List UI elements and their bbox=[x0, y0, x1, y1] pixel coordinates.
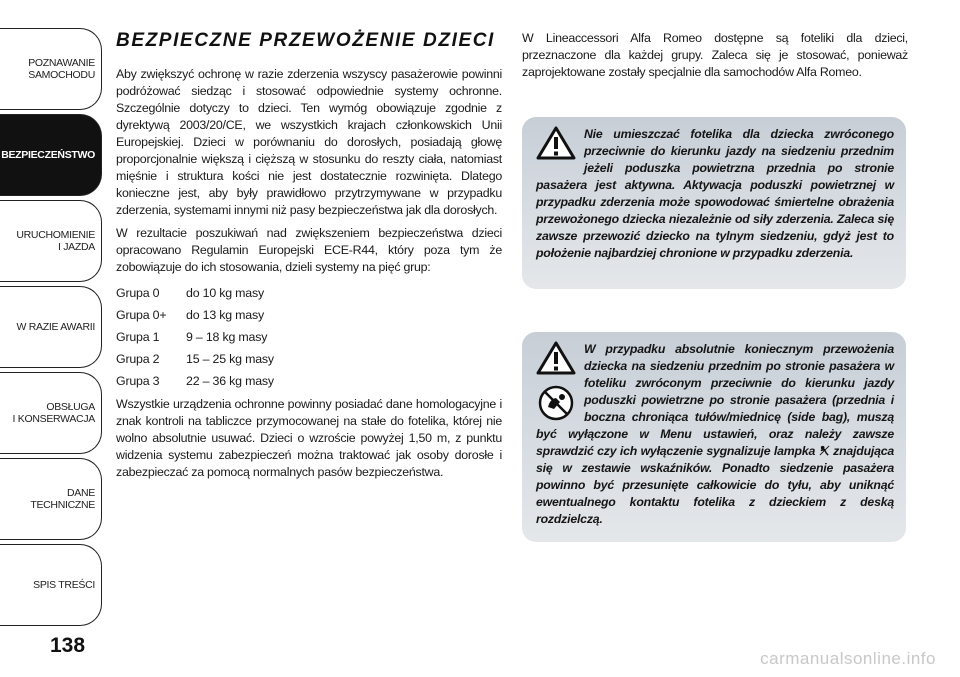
watermark: carmanualsonline.info bbox=[760, 649, 936, 668]
tab-uruchomienie[interactable]: URUCHOMIENIE I JAZDA bbox=[0, 200, 102, 282]
warning-triangle-icon bbox=[536, 341, 576, 375]
list-item: Grupa 3 22 – 36 kg masy bbox=[116, 374, 274, 388]
paragraph-lineaccessori: W Lineaccessori Alfa Romeo dostępne są foteliki dla dzieci, przeznaczone dla każdej grupy. Zaleca się je stosować, ponieważ zaprojektowane zostały specjalnie dla samochodów Alfa Romeo. bbox=[522, 31, 908, 79]
page-number: 138 bbox=[50, 634, 86, 657]
group-list bbox=[116, 282, 502, 392]
tab-spis-tresci[interactable]: SPIS TREŚCI bbox=[0, 544, 102, 626]
list-item: Grupa 0+ do 13 kg masy bbox=[116, 308, 264, 322]
warning-text: Nie umieszczać fotelika dla dziecka zwróconego przeciwnie do kierunku jazdy na siedzeniu przednim jeżeli poduszka powietrzna przednia po stronie pasażera jest aktywna. Aktywacja poduszki powietrznej w przypadku zderzenia może spowodować śmiertelne obrażenia przewożonego dziecka niezależnie od siły zderzenia. Zaleca się zawsze przewozić dziecko na tylnym siedzeniu, gdyż jest to położenie najbardziej chronione w przypadku zderzenia. bbox=[536, 127, 894, 260]
warning-box-front-airbag bbox=[522, 117, 906, 289]
list-item: Grupa 2 15 – 25 kg masy bbox=[116, 352, 274, 366]
warning-text-b: znajdująca się w zestawie wskaźników. Ponadto siedzenie pasażera powinno być przesunięte całkowicie do tyłu, aby uniknąć ewentualnego kontaktu fotelika z dzieckiem z deską rozdzielczą. bbox=[536, 444, 895, 526]
warning-triangle-icon bbox=[536, 126, 576, 160]
warning-icons bbox=[536, 341, 580, 421]
page-title: BEZPIECZNE PRZEWOŻENIE DZIECI bbox=[116, 30, 495, 51]
list-item: Grupa 1 9 – 18 kg masy bbox=[116, 330, 268, 344]
list-item: Grupa 0 do 10 kg masy bbox=[116, 286, 264, 300]
tab-dane-techniczne[interactable]: DANE TECHNICZNE bbox=[0, 458, 102, 540]
paragraph-regulation: W rezultacie poszukiwań nad zwiększeniem bezpieczeństwa dzieci opracowano Regulamin Europejski ECE-R44, który poza tym że zobowiązuje do ich stosowania, dzieli systemy na pięć grup: bbox=[116, 226, 502, 274]
warning-box-passenger-seat bbox=[522, 332, 906, 542]
tab-obsluga[interactable]: OBSŁUGA I KONSERWACJA bbox=[0, 372, 102, 454]
paragraph-intro: Aby zwiększyć ochronę w razie zderzenia wszyscy pasażerowie powinni podróżować siedząc i stosować odpowiednie systemy ochronne. Szczególnie dotyczy to dzieci. Ten wymóg obowiązuje zgodnie z dyrektywą 2003/20/CE, we wszystkich krajach członkowskich Unii Europejskiej. Dzieci w porównaniu do dorosłych, posiadają głowę proporcjonalnie większą i cięższą w stosunku do reszty ciała, natomiast mięśnie i struktura kości nie jest dostatecznie rozwinięta. Dlatego konieczne jest, aby były prawidłowo przytrzymywane w przypadku zderzenia, systemami innymi niż pasy bezpieczeństwa jak dla dorosłych. bbox=[116, 67, 502, 217]
tab-w-razie-awarii[interactable]: W RAZIE AWARII bbox=[0, 286, 102, 368]
airbag-off-lamp-icon bbox=[819, 445, 830, 456]
warning-icons bbox=[536, 126, 580, 170]
tab-bezpieczenstwo[interactable]: BEZPIECZEŃSTWO bbox=[0, 114, 102, 196]
paragraph-homologation: Wszystkie urządzenia ochronne powinny posiadać dane homologacyjne i znak kontroli na tabliczce przymocowanej na stałe do fotelika, której nie wolno absolutnie usuwać. Dzieci o wzroście powyżej 1,50 m, z punktu widzenia systemu zabezpieczeń można traktować jak osoby dorosłe i zabezpieczać za pomocą normalnych pasów bezpieczeństwa. bbox=[116, 397, 502, 479]
section-tabs bbox=[0, 28, 102, 630]
no-rear-facing-seat-airbag-icon bbox=[538, 385, 574, 421]
left-column bbox=[116, 30, 502, 487]
right-column bbox=[522, 30, 908, 81]
warning-text-a: W przypadku absolutnie koniecznym przewożenia dziecka na siedzeniu przednim po stronie pasażera w foteliku zwróconym przeciwnie do kierunku jazdy poduszki powietrzne po stronie pasażera (przednia i boczna chroniąca tułów/miednicę (side bag), muszą być wyłączone w Menu ustawień, oraz należy zawsze sprawdzić czy ich wyłączenie sygnalizuje lampka bbox=[536, 342, 894, 458]
tab-poznawanie[interactable]: POZNAWANIE SAMOCHODU bbox=[0, 28, 102, 110]
